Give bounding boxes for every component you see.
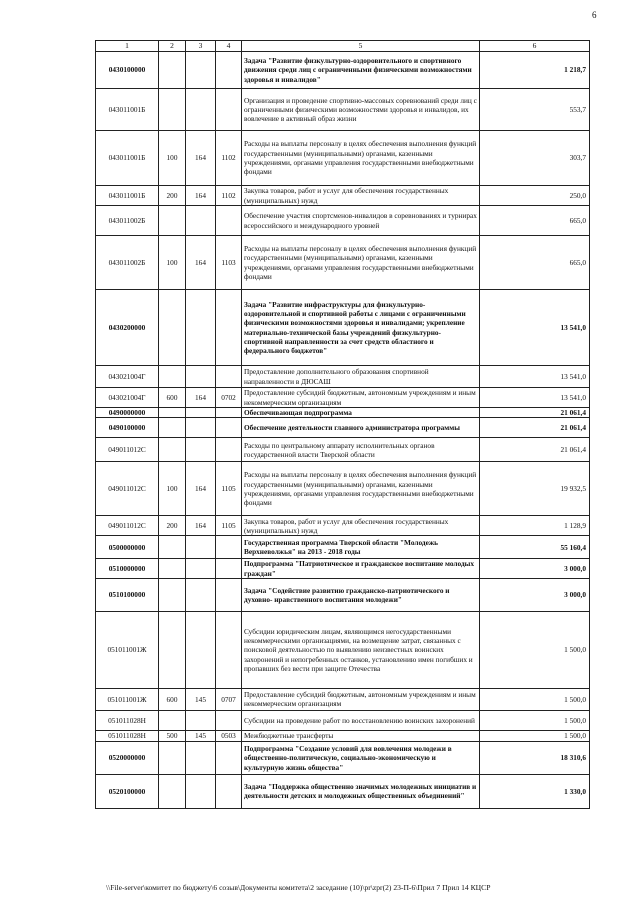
row-code: 043011001Б [96,131,159,186]
row-name: Субсидии юридическим лицам, являющимся негосударственными некоммерческими организациями, на возмещение затрат, связанных с поисковой деятельностью по выявлению неизвестных воинских захоронений и непогребенных останков, установлению имен погибших и пропавших без вести при защите Отечества [242,611,480,688]
row-ministry-code: 164 [186,131,216,186]
row-ministry-code [186,559,216,579]
row-ministry-code [186,89,216,131]
row-ministry-code: 145 [186,730,216,741]
row-code: 043011002Б [96,206,159,236]
row-ministry-code [186,536,216,559]
row-expense-type: 100 [159,236,186,290]
row-name: Расходы на выплаты персоналу в целях обеспечения выполнения функций государственными (муниципальными) органами, казенными учреждениями, органами управления государственными внебюджетными фондами [242,462,480,516]
row-expense-type [159,52,186,89]
row-section-code [216,290,242,366]
table-row [96,206,590,236]
row-amount: 1 500,0 [480,710,590,730]
row-expense-type [159,408,186,418]
row-amount: 21 061,4 [480,408,590,418]
row-expense-type [159,89,186,131]
header-row [96,41,590,52]
row-code: 0510000000 [96,559,159,579]
row-amount: 19 932,5 [480,462,590,516]
table-row [96,418,590,438]
row-amount: 665,0 [480,236,590,290]
header-cell: 3 [186,41,216,52]
row-ministry-code [186,578,216,611]
table-row [96,290,590,366]
table-row [96,186,590,206]
row-name: Предоставление дополнительного образования спортивной направленности в ДЮСАШ [242,366,480,388]
row-amount: 21 061,4 [480,418,590,438]
row-ministry-code: 164 [186,186,216,206]
table-row [96,730,590,741]
row-ministry-code: 164 [186,388,216,408]
row-name: Закупка товаров, работ и услуг для обеспечения государственных (муниципальных) нужд [242,186,480,206]
header-cell: 5 [242,41,480,52]
row-code: 0520100000 [96,774,159,808]
row-ministry-code [186,366,216,388]
row-amount: 55 160,4 [480,536,590,559]
row-ministry-code: 164 [186,462,216,516]
table-row [96,710,590,730]
row-expense-type [159,536,186,559]
row-code: 0430200000 [96,290,159,366]
row-ministry-code [186,741,216,774]
row-amount: 18 310,6 [480,741,590,774]
row-amount: 665,0 [480,206,590,236]
row-ministry-code [186,710,216,730]
table-row [96,438,590,462]
row-amount: 21 061,4 [480,438,590,462]
row-section-code [216,206,242,236]
row-code: 043021004Г [96,388,159,408]
table-row [96,366,590,388]
row-expense-type [159,366,186,388]
header-cell: 2 [159,41,186,52]
row-section-code [216,418,242,438]
row-name: Предоставление субсидий бюджетным, автономным учреждениям и иным некоммерческим организациям [242,388,480,408]
table-row [96,688,590,710]
row-code: 0510100000 [96,578,159,611]
row-expense-type: 600 [159,688,186,710]
row-code: 051011001Ж [96,688,159,710]
row-ministry-code [186,438,216,462]
row-amount: 13 541,0 [480,388,590,408]
header-cell: 6 [480,41,590,52]
row-expense-type [159,611,186,688]
row-amount: 1 330,0 [480,774,590,808]
row-section-code [216,536,242,559]
row-code: 049011012С [96,462,159,516]
table-row [96,516,590,536]
table-row [96,611,590,688]
row-section-code [216,611,242,688]
row-amount: 3 000,0 [480,559,590,579]
row-amount: 1 500,0 [480,611,590,688]
row-ministry-code: 164 [186,516,216,536]
row-amount: 1 500,0 [480,688,590,710]
row-code: 0430100000 [96,52,159,89]
row-section-code [216,438,242,462]
table-row [96,578,590,611]
row-ministry-code [186,611,216,688]
table-row [96,559,590,579]
header-cell: 1 [96,41,159,52]
row-expense-type [159,438,186,462]
row-name: Обеспечение участия спортсменов-инвалидов в соревнованиях и турнирах всероссийского и международного уровней [242,206,480,236]
row-name: Задача "Развитие инфраструктуры для физкультурно-оздоровительной и спортивной работы с лицами с ограниченными физическими возможностями здоровья и инвалидами; укрепление материально-технической базы учреждений физкультурно-спортивной направленности за счет средств областного и федерального бюджетов" [242,290,480,366]
row-name: Обеспечение деятельности главного администратора программы [242,418,480,438]
table-row [96,89,590,131]
budget-table [95,40,590,809]
row-expense-type [159,206,186,236]
row-section-code [216,89,242,131]
row-code: 043011001Б [96,89,159,131]
table-row [96,131,590,186]
row-section-code: 1105 [216,462,242,516]
row-section-code [216,774,242,808]
row-ministry-code: 164 [186,236,216,290]
row-name: Задача "Поддержка общественно значимых молодежных инициатив и деятельности детских и молодежных общественных объединений" [242,774,480,808]
table-row [96,236,590,290]
row-code: 043011001Б [96,186,159,206]
table-row [96,462,590,516]
row-amount: 1 500,0 [480,730,590,741]
row-amount: 1 218,7 [480,52,590,89]
row-amount: 1 128,9 [480,516,590,536]
row-section-code [216,52,242,89]
row-code: 051011028Н [96,710,159,730]
table-row [96,741,590,774]
row-expense-type [159,774,186,808]
row-name: Расходы на выплаты персоналу в целях обеспечения выполнения функций государственными (муниципальными) органами, казенными учреждениями, органами управления государственными внебюджетными фондами [242,131,480,186]
row-ministry-code [186,206,216,236]
row-section-code [216,366,242,388]
row-section-code: 1102 [216,131,242,186]
row-name: Расходы по центральному аппарату исполнительных органов государственной власти Тверской области [242,438,480,462]
file-path-footer: \\File-server\комитет по бюджету\6 созыв\Документы комитета\2 заседание (10)\pr\zpr(2) 23-П-6\Прил 7 Прил 14 КЦСР [106,883,491,892]
row-expense-type [159,741,186,774]
row-ministry-code [186,408,216,418]
table-row [96,408,590,418]
row-name: Задача "Содействие развитию гражданско-патриотического и духовно- нравственного воспитания молодежи" [242,578,480,611]
row-name: Расходы на выплаты персоналу в целях обеспечения выполнения функций государственными (муниципальными) органами, казенными учреждениями, органами управления государственными внебюджетными фондами [242,236,480,290]
row-code: 043021004Г [96,366,159,388]
row-ministry-code [186,52,216,89]
row-ministry-code [186,418,216,438]
row-name: Обеспечивающая подпрограмма [242,408,480,418]
row-expense-type: 500 [159,730,186,741]
row-section-code [216,408,242,418]
row-ministry-code: 145 [186,688,216,710]
row-expense-type [159,290,186,366]
row-expense-type: 200 [159,516,186,536]
row-expense-type: 100 [159,131,186,186]
row-section-code [216,741,242,774]
row-ministry-code [186,290,216,366]
row-amount: 553,7 [480,89,590,131]
row-amount: 250,0 [480,186,590,206]
row-section-code [216,578,242,611]
row-name: Субсидии на проведение работ по восстановлению воинских захоронений [242,710,480,730]
row-code: 0520000000 [96,741,159,774]
row-ministry-code [186,774,216,808]
row-code: 0490000000 [96,408,159,418]
page-number: 6 [592,10,597,20]
row-section-code [216,559,242,579]
row-expense-type [159,559,186,579]
row-section-code: 0707 [216,688,242,710]
row-section-code: 1102 [216,186,242,206]
header-cell: 4 [216,41,242,52]
row-amount: 13 541,0 [480,290,590,366]
table-row [96,52,590,89]
row-name: Подпрограмма "Создание условий для вовлечения молодежи в общественно-политическую, социально-экономическую и культурную жизнь общества" [242,741,480,774]
row-section-code: 0702 [216,388,242,408]
row-section-code [216,710,242,730]
row-section-code: 0503 [216,730,242,741]
row-expense-type [159,578,186,611]
table-row [96,774,590,808]
row-code: 049011012С [96,438,159,462]
row-code: 043011002Б [96,236,159,290]
row-code: 051011001Ж [96,611,159,688]
table-row [96,536,590,559]
row-section-code: 1105 [216,516,242,536]
row-expense-type [159,710,186,730]
row-expense-type: 600 [159,388,186,408]
row-code: 0490100000 [96,418,159,438]
row-name: Закупка товаров, работ и услуг для обеспечения государственных (муниципальных) нужд [242,516,480,536]
row-name: Государственная программа Тверской области "Молодежь Верхневолжья" на 2013 - 2018 годы [242,536,480,559]
row-expense-type: 100 [159,462,186,516]
row-expense-type: 200 [159,186,186,206]
row-code: 049011012С [96,516,159,536]
row-name: Задача "Развитие физкультурно-оздоровительного и спортивного движения среди лиц с ограниченными физическими возможностями здоровья и инвалидов" [242,52,480,89]
row-amount: 303,7 [480,131,590,186]
row-amount: 3 000,0 [480,578,590,611]
row-expense-type [159,418,186,438]
row-name: Организация и проведение спортивно-массовых соревнований среди лиц с ограниченными физическими возможностями здоровья и инвалидов, их вовлечение в активный образ жизни [242,89,480,131]
row-amount: 13 541,0 [480,366,590,388]
row-code: 0500000000 [96,536,159,559]
row-name: Подпрограмма "Патриотическое и гражданское воспитание молодых граждан" [242,559,480,579]
table-row [96,388,590,408]
row-code: 051011028Н [96,730,159,741]
row-name: Предоставление субсидий бюджетным, автономным учреждениям и иным некоммерческим организациям [242,688,480,710]
row-name: Межбюджетные трансферты [242,730,480,741]
row-section-code: 1103 [216,236,242,290]
